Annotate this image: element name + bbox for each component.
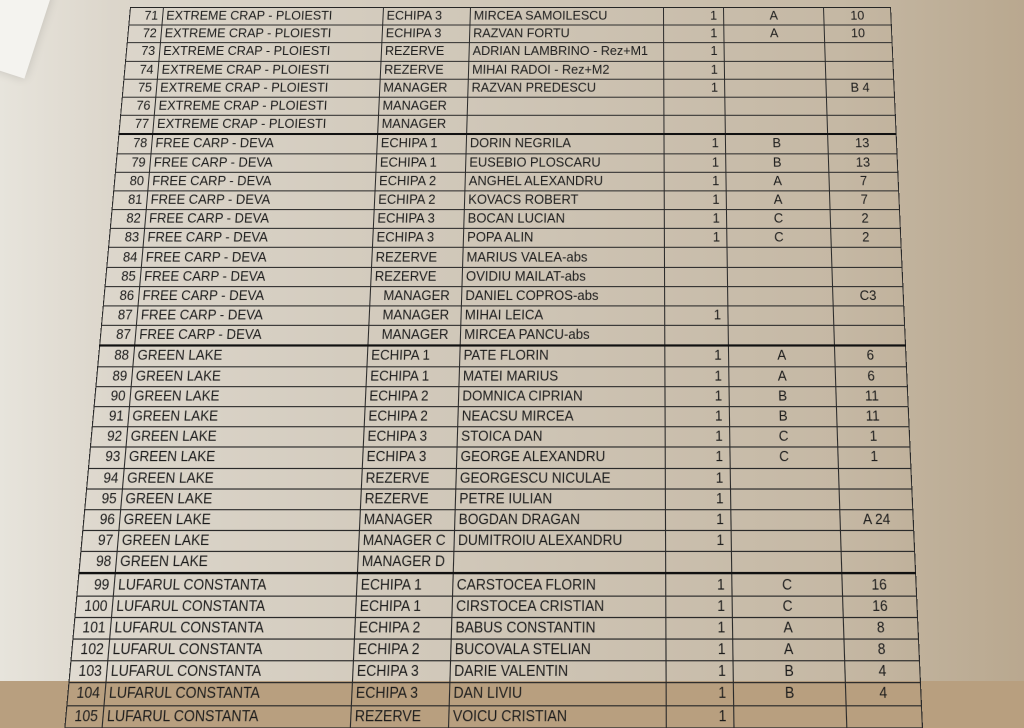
- table-row: [103, 286, 903, 306]
- table-row: [87, 468, 912, 489]
- value-cell: 1: [665, 366, 729, 386]
- participant-name-cell: MIHAI RADOI - Rez+M2: [468, 61, 663, 79]
- club-name-cell: EXTREME CRAP - PLOIESTI: [153, 115, 379, 134]
- group-cell: A: [728, 346, 835, 366]
- group-cell: C: [727, 229, 832, 248]
- club-name-cell: GREEN LAKE: [129, 386, 366, 406]
- paper-corner: [0, 0, 52, 79]
- club-name-cell: GREEN LAKE: [128, 407, 365, 427]
- role-cell: REZERVE: [360, 489, 455, 510]
- table-row: [85, 489, 913, 510]
- participant-name-cell: PATE FLORIN: [460, 346, 665, 366]
- group-cell: [728, 286, 834, 306]
- table-row: [124, 61, 894, 79]
- row-number-cell: 88: [98, 346, 135, 366]
- participant-name-cell: RAZVAN PREDESCU: [468, 79, 664, 97]
- participant-name-cell: MARIUS VALEA-abs: [463, 248, 665, 267]
- sector-cell: [833, 306, 904, 326]
- table-row: [67, 683, 922, 705]
- table-row: [94, 386, 908, 406]
- role-cell: ECHIPA 2: [364, 407, 458, 427]
- sector-cell: [838, 468, 911, 489]
- role-cell: ECHIPA 3: [351, 683, 449, 705]
- participant-name-cell: DUMITROIU ALEXANDRU: [454, 531, 666, 552]
- value-cell: 1: [665, 346, 729, 366]
- table-row: [79, 552, 916, 574]
- row-number-cell: 105: [65, 705, 104, 727]
- role-cell: ECHIPA 1: [367, 346, 460, 366]
- table-row: [122, 79, 894, 97]
- value-cell: 1: [666, 574, 732, 596]
- value-cell: 1: [664, 7, 724, 25]
- group-cell: [727, 248, 832, 267]
- row-number-cell: 83: [109, 229, 145, 248]
- participant-name-cell: [453, 552, 665, 574]
- role-cell: ECHIPA 3: [352, 661, 450, 683]
- role-cell: ECHIPA 1: [355, 596, 452, 618]
- value-cell: [666, 552, 732, 574]
- value-cell: 1: [664, 153, 726, 172]
- table-row: [126, 43, 893, 61]
- value-cell: 1: [665, 407, 730, 427]
- role-cell: ECHIPA 2: [365, 386, 459, 406]
- participant-name-cell: DARIE VALENTIN: [450, 661, 666, 683]
- value-cell: 1: [665, 386, 729, 406]
- club-name-cell: FREE CARP - DEVA: [135, 326, 369, 346]
- participant-name-cell: CARSTOCEA FLORIN: [453, 574, 666, 596]
- row-number-cell: 103: [69, 661, 108, 683]
- table-row: [101, 306, 904, 326]
- club-name-cell: GREEN LAKE: [122, 468, 362, 489]
- table-row: [115, 153, 897, 172]
- role-cell: REZERVE: [350, 705, 449, 727]
- table-row: [83, 510, 914, 531]
- club-name-cell: LUFARUL CONSTANTA: [106, 661, 354, 683]
- role-cell: REZERVE: [361, 468, 456, 489]
- participant-name-cell: DOMNICA CIPRIAN: [458, 386, 665, 406]
- club-name-cell: LUFARUL CONSTANTA: [112, 596, 357, 618]
- sector-cell: 13: [828, 153, 898, 172]
- value-cell: 1: [664, 172, 726, 191]
- role-cell: MANAGER C: [358, 531, 454, 552]
- group-cell: [731, 552, 841, 574]
- value-cell: [664, 248, 727, 267]
- row-number-cell: 73: [126, 43, 161, 61]
- role-cell: ECHIPA 2: [354, 617, 451, 639]
- value-cell: 1: [665, 306, 728, 326]
- club-name-cell: EXTREME CRAP - PLOIESTI: [154, 97, 379, 115]
- table-row: [77, 574, 917, 596]
- club-name-cell: GREEN LAKE: [121, 489, 362, 510]
- row-number-cell: 93: [89, 447, 126, 468]
- participant-name-cell: DORIN NEGRILA: [466, 134, 664, 153]
- role-cell: MANAGER: [359, 510, 455, 531]
- participant-name-cell: DANIEL COPROS-abs: [461, 286, 664, 306]
- sector-cell: [834, 326, 906, 346]
- sector-cell: [839, 489, 913, 510]
- value-cell: 1: [664, 79, 725, 97]
- group-cell: [731, 510, 841, 531]
- sector-cell: C3: [833, 286, 904, 306]
- value-cell: [665, 326, 729, 346]
- table-row: [89, 447, 911, 468]
- sector-cell: 8: [844, 639, 920, 661]
- sector-cell: [826, 97, 895, 115]
- row-number-cell: 91: [92, 407, 129, 427]
- row-number-cell: 98: [79, 552, 117, 574]
- role-cell: ECHIPA 2: [375, 172, 465, 191]
- club-name-cell: EXTREME CRAP - PLOIESTI: [162, 7, 384, 25]
- table-row: [65, 705, 923, 727]
- role-cell: ECHIPA 1: [377, 134, 467, 153]
- table-row: [105, 267, 903, 286]
- value-cell: 1: [664, 61, 725, 79]
- table-row: [100, 326, 906, 346]
- row-number-cell: 90: [94, 386, 131, 406]
- table-row: [117, 134, 897, 153]
- club-name-cell: GREEN LAKE: [124, 447, 363, 468]
- club-name-cell: GREEN LAKE: [131, 366, 367, 386]
- role-cell: ECHIPA 1: [366, 366, 459, 386]
- role-cell: ECHIPA 3: [363, 427, 457, 447]
- group-cell: B: [729, 407, 837, 427]
- row-number-cell: 94: [87, 468, 125, 489]
- club-name-cell: LUFARUL CONSTANTA: [113, 574, 357, 596]
- sector-cell: B 4: [826, 79, 895, 97]
- role-cell: MANAGER D: [357, 552, 453, 574]
- role-cell: MANAGER: [379, 79, 468, 97]
- value-cell: 1: [664, 210, 726, 229]
- sector-cell: 4: [845, 683, 921, 705]
- club-name-cell: EXTREME CRAP - PLOIESTI: [159, 43, 382, 61]
- role-cell: MANAGER: [379, 97, 468, 115]
- club-name-cell: LUFARUL CONSTANTA: [102, 705, 351, 727]
- group-cell: [725, 79, 827, 97]
- value-cell: 1: [665, 447, 730, 468]
- club-name-cell: EXTREME CRAP - PLOIESTI: [160, 25, 382, 43]
- value-cell: 1: [664, 43, 725, 61]
- row-number-cell: 95: [85, 489, 123, 510]
- participant-name-cell: EUSEBIO PLOSCARU: [465, 153, 664, 172]
- role-cell: MANAGER: [378, 115, 468, 134]
- sector-cell: 6: [834, 346, 906, 366]
- row-number-cell: 101: [73, 617, 112, 639]
- sector-cell: [825, 61, 893, 79]
- group-cell: A: [726, 191, 830, 210]
- participant-name-cell: STOICA DAN: [457, 427, 665, 447]
- group-cell: B: [729, 386, 836, 406]
- row-number-cell: 80: [114, 172, 150, 191]
- club-name-cell: FREE CARP - DEVA: [149, 153, 376, 172]
- row-number-cell: 78: [117, 134, 152, 153]
- table-row: [127, 25, 892, 43]
- group-cell: [727, 267, 832, 286]
- table-row: [119, 115, 896, 134]
- sector-cell: 10: [824, 25, 892, 43]
- table-row: [114, 172, 899, 191]
- table-row: [121, 97, 896, 115]
- participant-name-cell: MIHAI LEICA: [461, 306, 665, 326]
- value-cell: 1: [664, 134, 726, 153]
- participant-name-cell: VOICU CRISTIAN: [449, 705, 667, 727]
- participant-name-cell: BUCOVALA STELIAN: [451, 639, 666, 661]
- group-cell: B: [733, 683, 846, 705]
- row-number-cell: 87: [101, 306, 138, 326]
- club-name-cell: GREEN LAKE: [115, 552, 358, 574]
- value-cell: 1: [666, 596, 733, 618]
- table-row: [109, 229, 902, 248]
- role-cell: ECHIPA 3: [373, 210, 464, 229]
- group-cell: [725, 97, 827, 115]
- table-row: [129, 7, 891, 25]
- group-cell: C: [726, 210, 830, 229]
- role-cell: ECHIPA 1: [376, 153, 466, 172]
- participant-name-cell: MIRCEA PANCU-abs: [460, 326, 665, 346]
- club-name-cell: FREE CARP - DEVA: [146, 191, 375, 210]
- participant-name-cell: CIRSTOCEA CRISTIAN: [452, 596, 666, 618]
- sector-cell: 10: [824, 7, 892, 25]
- group-cell: [728, 326, 834, 346]
- row-number-cell: 75: [122, 79, 157, 97]
- sector-cell: [841, 552, 915, 574]
- group-cell: [730, 468, 839, 489]
- role-cell: REZERVE: [372, 248, 464, 267]
- sector-cell: 16: [842, 574, 917, 596]
- participant-name-cell: GEORGE ALEXANDRU: [456, 447, 665, 468]
- group-cell: A: [726, 172, 830, 191]
- club-name-cell: LUFARUL CONSTANTA: [104, 683, 352, 705]
- group-cell: B: [726, 153, 829, 172]
- row-number-cell: 85: [105, 267, 141, 286]
- club-name-cell: EXTREME CRAP - PLOIESTI: [156, 79, 380, 97]
- role-cell: ECHIPA 2: [374, 191, 465, 210]
- sector-cell: [840, 531, 914, 552]
- group-cell: B: [733, 661, 845, 683]
- role-cell: ECHIPA 3: [372, 229, 463, 248]
- sector-cell: [827, 115, 896, 134]
- table-row: [90, 427, 910, 447]
- row-number-cell: 79: [115, 153, 151, 172]
- sector-cell: A 24: [840, 510, 914, 531]
- group-cell: C: [732, 574, 843, 596]
- participant-name-cell: ANGHEL ALEXANDRU: [465, 172, 664, 191]
- value-cell: 1: [665, 468, 730, 489]
- role-cell: ECHIPA 2: [353, 639, 451, 661]
- club-name-cell: FREE CARP - DEVA: [148, 172, 376, 191]
- sector-cell: 16: [843, 596, 918, 618]
- table-row: [112, 191, 899, 210]
- group-cell: A: [724, 25, 825, 43]
- sector-cell: 13: [828, 134, 897, 153]
- club-name-cell: FREE CARP - DEVA: [138, 286, 371, 306]
- table-row: [98, 346, 907, 366]
- row-number-cell: 104: [67, 683, 106, 705]
- value-cell: 1: [666, 683, 734, 705]
- row-number-cell: 74: [124, 61, 159, 79]
- row-number-cell: 84: [107, 248, 143, 267]
- participant-name-cell: MATEI MARIUS: [459, 366, 665, 386]
- participant-name-cell: RAZVAN FORTU: [469, 25, 663, 43]
- group-cell: A: [729, 366, 836, 386]
- participant-name-cell: [467, 115, 664, 134]
- club-name-cell: FREE CARP - DEVA: [151, 134, 378, 153]
- participant-name-cell: POPA ALIN: [463, 229, 664, 248]
- club-name-cell: GREEN LAKE: [119, 510, 360, 531]
- table-row: [96, 366, 907, 386]
- value-cell: 1: [666, 531, 732, 552]
- sector-cell: 4: [845, 661, 921, 683]
- sector-cell: 11: [836, 386, 908, 406]
- role-cell: MANAGER: [370, 286, 462, 306]
- value-cell: 1: [666, 661, 733, 683]
- role-cell: REZERVE: [380, 61, 469, 79]
- role-cell: MANAGER: [368, 326, 461, 346]
- value-cell: 1: [666, 705, 734, 727]
- sector-cell: 1: [837, 427, 910, 447]
- participant-name-cell: MIRCEA SAMOILESCU: [470, 7, 664, 25]
- participants-table: [64, 7, 923, 728]
- sector-cell: 6: [835, 366, 907, 386]
- club-name-cell: FREE CARP - DEVA: [141, 248, 372, 267]
- row-number-cell: 92: [90, 427, 127, 447]
- sector-cell: 2: [830, 210, 900, 229]
- row-number-cell: 96: [83, 510, 121, 531]
- club-name-cell: LUFARUL CONSTANTA: [110, 617, 356, 639]
- sector-cell: 1: [838, 447, 911, 468]
- sector-cell: [846, 705, 922, 727]
- participant-name-cell: NEACSU MIRCEA: [458, 407, 665, 427]
- group-cell: [734, 705, 847, 727]
- value-cell: [664, 115, 725, 134]
- group-cell: [725, 115, 828, 134]
- club-name-cell: FREE CARP - DEVA: [136, 306, 369, 326]
- row-number-cell: 102: [71, 639, 110, 661]
- value-cell: 1: [664, 191, 726, 210]
- table-row: [75, 596, 918, 618]
- value-cell: 1: [665, 489, 730, 510]
- value-cell: 1: [666, 639, 733, 661]
- table-row: [69, 661, 921, 683]
- sector-cell: 7: [829, 191, 899, 210]
- role-cell: ECHIPA 3: [382, 25, 470, 43]
- role-cell: REZERVE: [381, 43, 469, 61]
- participant-name-cell: BOGDAN DRAGAN: [455, 510, 666, 531]
- group-cell: C: [730, 447, 839, 468]
- value-cell: 1: [666, 617, 733, 639]
- group-cell: C: [730, 427, 838, 447]
- participant-name-cell: PETRE IULIAN: [455, 489, 665, 510]
- value-cell: [664, 97, 725, 115]
- value-cell: 1: [665, 427, 730, 447]
- value-cell: [665, 267, 728, 286]
- table-row: [73, 617, 919, 639]
- row-number-cell: 100: [75, 596, 113, 618]
- participant-name-cell: BABUS CONSTANTIN: [451, 617, 666, 639]
- table-row: [71, 639, 920, 661]
- value-cell: [665, 286, 728, 306]
- row-number-cell: 89: [96, 366, 133, 386]
- row-number-cell: 87: [100, 326, 137, 346]
- club-name-cell: EXTREME CRAP - PLOIESTI: [157, 61, 381, 79]
- group-cell: A: [733, 639, 845, 661]
- row-number-cell: 76: [121, 97, 156, 115]
- participant-name-cell: DAN LIVIU: [449, 683, 666, 705]
- group-cell: B: [725, 134, 828, 153]
- table-row: [107, 248, 902, 267]
- role-cell: REZERVE: [371, 267, 463, 286]
- participant-name-cell: KOVACS ROBERT: [464, 191, 664, 210]
- participant-name-cell: GEORGESCU NICULAE: [456, 468, 666, 489]
- club-name-cell: LUFARUL CONSTANTA: [108, 639, 355, 661]
- row-number-cell: 82: [110, 210, 146, 229]
- value-cell: 1: [664, 229, 727, 248]
- role-cell: ECHIPA 3: [362, 447, 457, 468]
- role-cell: MANAGER: [369, 306, 462, 326]
- sector-cell: 8: [843, 617, 918, 639]
- group-cell: [724, 61, 826, 79]
- value-cell: 1: [664, 25, 724, 43]
- row-number-cell: 97: [81, 531, 119, 552]
- club-name-cell: GREEN LAKE: [126, 427, 364, 447]
- table-row: [81, 531, 915, 552]
- participant-name-cell: [467, 97, 664, 115]
- club-name-cell: FREE CARP - DEVA: [145, 210, 375, 229]
- participant-name-cell: OVIDIU MAILAT-abs: [462, 267, 665, 286]
- table-row: [110, 210, 900, 229]
- group-cell: A: [732, 617, 844, 639]
- sector-cell: 11: [836, 407, 909, 427]
- group-cell: C: [732, 596, 843, 618]
- club-name-cell: GREEN LAKE: [117, 531, 359, 552]
- group-cell: [728, 306, 834, 326]
- row-number-cell: 71: [129, 7, 164, 25]
- row-number-cell: 86: [103, 286, 139, 306]
- club-name-cell: FREE CARP - DEVA: [140, 267, 372, 286]
- sector-cell: [832, 267, 903, 286]
- sector-cell: 2: [831, 229, 901, 248]
- row-number-cell: 72: [127, 25, 162, 43]
- club-name-cell: GREEN LAKE: [133, 346, 368, 366]
- row-number-cell: 99: [77, 574, 115, 596]
- role-cell: ECHIPA 1: [356, 574, 453, 596]
- group-cell: [731, 489, 840, 510]
- sector-cell: [831, 248, 902, 267]
- role-cell: ECHIPA 3: [383, 7, 471, 25]
- group-cell: [731, 531, 841, 552]
- value-cell: 1: [665, 510, 731, 531]
- table-row: [92, 407, 909, 427]
- group-cell: [724, 43, 825, 61]
- sector-cell: [825, 43, 893, 61]
- participant-name-cell: ADRIAN LAMBRINO - Rez+M1: [469, 43, 664, 61]
- group-cell: A: [724, 7, 825, 25]
- club-name-cell: FREE CARP - DEVA: [143, 229, 373, 248]
- row-number-cell: 81: [112, 191, 148, 210]
- row-number-cell: 77: [119, 115, 154, 134]
- participant-name-cell: BOCAN LUCIAN: [464, 210, 665, 229]
- sector-cell: 7: [829, 172, 899, 191]
